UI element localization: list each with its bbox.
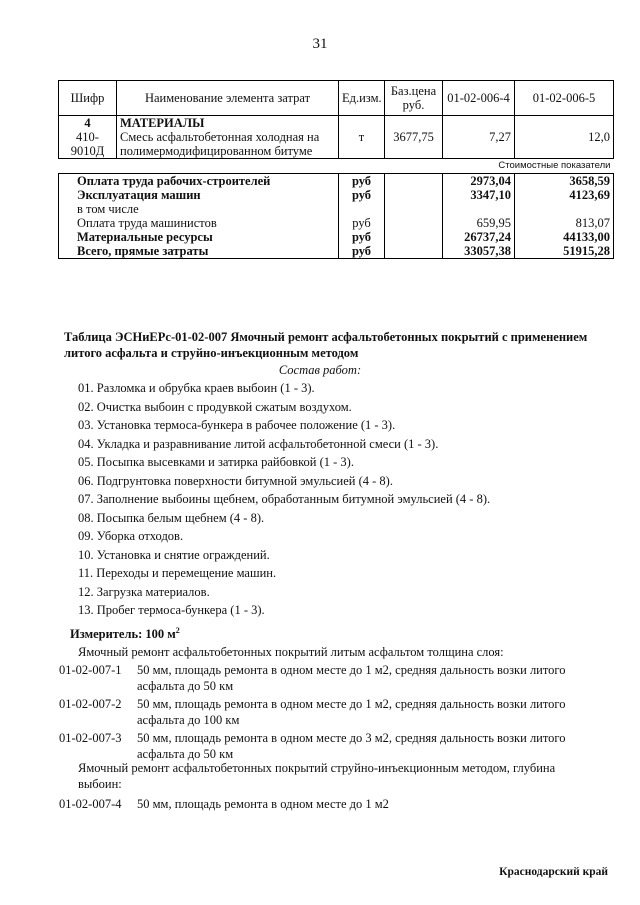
- table-row: [59, 188, 614, 202]
- rate-text: 50 мм, площадь ремонта в одном месте до 1 м2, средняя дальность возки литого асфальта до 100 км: [137, 697, 566, 727]
- material-item-val1: 7,27: [443, 130, 515, 159]
- list-item: 04. Укладка и разравнивание литой асфальтобетонной смеси (1 - 3).: [78, 436, 439, 451]
- footer-region: Краснодарский край: [499, 866, 608, 878]
- row-val2: 3658,59: [515, 174, 614, 189]
- table-row: [59, 174, 614, 189]
- row-name: в том числе: [59, 202, 339, 216]
- header-col-006-4: 01-02-006-4: [443, 81, 515, 116]
- indicators-header: Стоимостные показатели: [385, 159, 614, 174]
- material-item-val2: 12,0: [515, 130, 614, 159]
- rate-text: 50 мм, площадь ремонта в одном месте до 1 м2, средняя дальность возки литого асфальта до 50 км: [137, 663, 566, 693]
- rate-text: 50 мм, площадь ремонта в одном месте до 1 м2: [137, 797, 389, 811]
- row-val1: 26737,24: [443, 230, 515, 244]
- row-name: Всего, прямые затраты: [59, 244, 339, 259]
- works-caption: Состав работ:: [278, 363, 362, 377]
- list-item: 01. Разломка и обрубка краев выбоин (1 - 3).: [78, 381, 315, 395]
- page-number: 31: [312, 36, 328, 52]
- table-title: Таблица ЭСНиЕРс-01-02-007 Ямочный ремонт асфальтобетонных покрытий с применением литого асфальта и струйно-инъекционным методом: [64, 330, 588, 360]
- materials-section-row: [59, 116, 614, 131]
- list-item: 02. Очистка выбоин с продувкой сжатым воздухом.: [78, 399, 352, 414]
- material-item-base-price: 3677,75: [385, 130, 443, 159]
- header-base-price: Баз.цена руб.: [385, 81, 443, 116]
- header-code: Шифр: [59, 81, 117, 116]
- list-item: 08. Посыпка белым щебнем (4 - 8).: [78, 510, 265, 525]
- list-item: 11. Переходы и перемещение машин.: [78, 566, 277, 580]
- row-unit: руб: [339, 188, 385, 202]
- table-row: [59, 244, 614, 259]
- row-val2: 4123,69: [515, 188, 614, 202]
- group-title-1: Ямочный ремонт асфальтобетонных покрытий литым асфальтом толщина слоя:: [78, 645, 504, 659]
- header-col-006-5: 01-02-006-5: [515, 81, 614, 116]
- row-unit: [339, 202, 385, 216]
- list-item: 09. Уборка отходов.: [78, 529, 184, 543]
- cost-table: [58, 80, 614, 259]
- row-val1: 33057,38: [443, 244, 515, 259]
- rate-code: 01-02-007-2: [59, 697, 122, 711]
- row-val1: [443, 202, 515, 216]
- list-item: 03. Установка термоса-бункера в рабочее положение (1 - 3).: [78, 418, 396, 432]
- list-item: 07. Заполнение выбоины щебнем, обработанным битумной эмульсией (4 - 8).: [78, 492, 491, 506]
- row-val2: 51915,28: [515, 244, 614, 259]
- row-val1: 2973,04: [443, 174, 515, 189]
- row-unit: руб: [339, 216, 385, 230]
- row-name: Эксплуатация машин: [59, 188, 339, 202]
- unit-measure: Измеритель: 100 $м^2$: [70, 626, 180, 642]
- work-list: [78, 379, 490, 620]
- list-item: 10. Установка и снятие ограждений.: [78, 547, 270, 562]
- row-name: Оплата труда рабочих-строителей: [59, 174, 339, 189]
- materials-code: 4: [59, 116, 117, 131]
- material-item-code: 410-9010Д: [59, 130, 117, 159]
- indicators-header-row: [59, 159, 614, 174]
- table-row: [59, 216, 614, 230]
- row-unit: руб: [339, 174, 385, 189]
- group-title-2: Ямочный ремонт асфальтобетонных покрытий струйно-инъекционным методом, глубина выбоин:: [78, 761, 556, 791]
- row-val2: [515, 202, 614, 216]
- table-header-row: [59, 81, 614, 116]
- rate-code: 01-02-007-1: [59, 663, 122, 677]
- material-item-row: [59, 130, 614, 159]
- list-item: 12. Загрузка материалов.: [78, 584, 210, 599]
- table-row: [59, 230, 614, 244]
- row-val2: 44133,00: [515, 230, 614, 244]
- rate-code: 01-02-007-3: [59, 731, 122, 745]
- material-item-name: Смесь асфальтобетонная холодная на полимермодифицированном битуме: [117, 130, 339, 159]
- row-unit: руб: [339, 230, 385, 244]
- row-unit: руб: [339, 244, 385, 259]
- row-val1: 3347,10: [443, 188, 515, 202]
- materials-title: МАТЕРИАЛЫ: [117, 116, 339, 131]
- table-row: [59, 202, 614, 216]
- row-name: Материальные ресурсы: [59, 230, 339, 244]
- list-item: 05. Посыпка высевками и затирка райбовкой (1 - 3).: [78, 455, 354, 469]
- material-item-unit: т: [339, 130, 385, 159]
- list-item: 13. Пробег термоса-бункера (1 - 3).: [78, 603, 265, 617]
- rate-code: 01-02-007-4: [59, 797, 122, 811]
- rate-text: 50 мм, площадь ремонта в одном месте до 3 м2, средняя дальность возки литого асфальта до 50 км: [137, 731, 566, 761]
- row-val2: 813,07: [515, 216, 614, 230]
- row-val1: 659,95: [443, 216, 515, 230]
- row-name: Оплата труда машинистов: [59, 216, 339, 230]
- header-name: Наименование элемента затрат: [117, 81, 339, 116]
- list-item: 06. Подгрунтовка поверхности битумной эмульсией (4 - 8).: [78, 473, 393, 488]
- header-unit: Ед.изм.: [339, 81, 385, 116]
